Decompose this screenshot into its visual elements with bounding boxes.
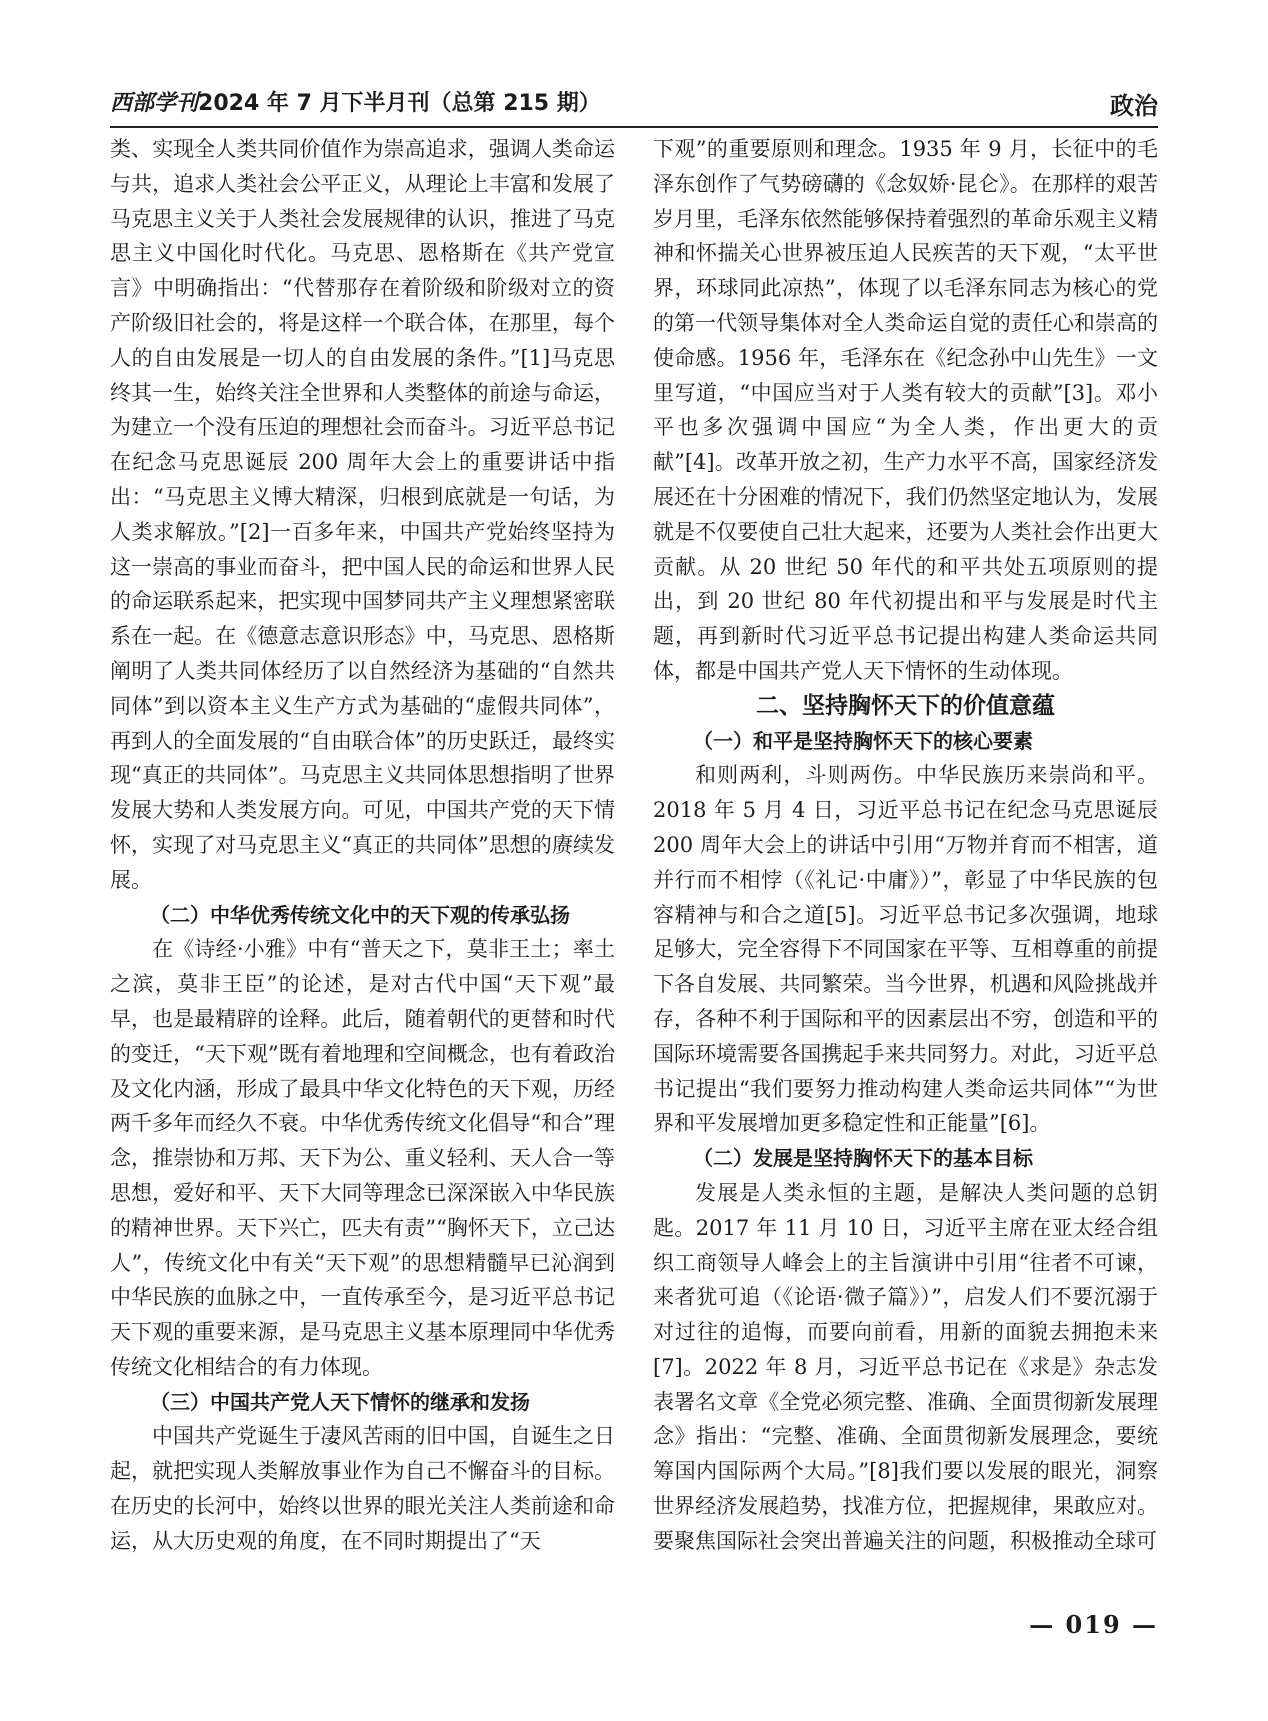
body-paragraph: 类、实现全人类共同价值作为崇高追求，强调人类命运与共，追求人类社会公平正义，从理论上丰富和发展了马克思主义关于人类社会发展规律的认识，推进了马克思主义中国化时代化。马克思、恩格斯在《共产党宣言》中明确指出：“代替那存在着阶级和阶级对立的资产阶级旧社会的，将是这样一个联合体，在那里，每个人的自由发展是一切人的自由发展的条件。”[1]马克思终其一生，始终关注全世界和人类整体的前途与命运，为建立一个没有压迫的理想社会而奋斗。习近平总书记在纪念马克思诞辰 200 周年大会上的重要讲话中指出：“马克思主义博大精深，归根到底就是一句话，为人类求解放。”[2]一百多年来，中国共产党始终坚持为这一崇高的事业而奋斗，把中国人民的命运和世界人民的命运联系起来，把实现中国梦同共产主义理想紧密联系在一起。在《德意志意识形态》中，马克思、恩格斯阐明了人类共同体经历了以自然经济为基础的“自然共同体”到以资本主义生产方式为基础的“虚假共同体”，再到人的全面发展的“自由联合体”的历史跃迁，最终实现“真正的共同体”。马克思主义共同体思想指明了世界发展大势和人类发展方向。可见，中国共产党的天下情怀，实现了对马克思主义“真正的共同体”思想的赓续发展。 xyxy=(110,137,615,892)
subsection-heading: （二）中华优秀传统文化中的天下观的传承弘扬 xyxy=(150,902,570,927)
section-heading: 二、坚持胸怀天下的价值意蕴 xyxy=(756,692,1055,719)
header-rule xyxy=(110,126,1158,128)
body-paragraph: 在《诗经·小雅》中有“普天之下，莫非王土；率土之滨，莫非王臣”的论述，是对古代中国“天下观”最早，也是最精辟的诠释。此后，随着朝代的更替和时代的变迁，“天下观”既有着地理和空间概念，也有着政治及文化内涵，形成了最具中华文化特色的天下观，历经两千多年而经久不衰。中华优秀传统文化倡导“和合”理念，推崇协和万邦、天下为公、重义轻利、天人合一等思想，爱好和平、天下大同等理念已深深嵌入中华民族的精神世界。天下兴亡，匹夫有责”“胸怀天下，立己达人”，传统文化中有关“天下观”的思想精髓早已沁润到中华民族的血脉之中，一直传承至今，是习近平总书记天下观的重要来源，是马克思主义基本原理同中华优秀传统文化相结合的有力体现。 xyxy=(110,937,615,1379)
body-paragraph: 和则两利，斗则两伤。中华民族历来崇尚和平。2018 年 5 月 4 日，习近平总书记在纪念马克思诞辰 200 周年大会上的讲话中引用“万物并育而不相害，道并行而不相悖（《礼记·中庸》）”，彰显了中华民族的包容精神与和合之道[5]。习近平总书记多次强调，地球足够大，完全容得下不同国家在平等、互相尊重的前提下各自发展、共同繁荣。当今世界，机遇和风险挑战并存，各种不利于国际和平的因素层出不穷，创造和平的国际环境需要各国携起手来共同努力。对此，习近平总书记提出“我们要努力推动构建人类命运共同体”“为世界和平发展增加更多稳定性和正能量”[6]。 xyxy=(653,763,1158,1136)
right-column xyxy=(653,132,1158,1559)
left-column xyxy=(110,132,615,1559)
page-number: — 019 — xyxy=(1029,1610,1158,1639)
running-header xyxy=(110,86,1158,126)
issue-info: 2024 年 7 月下半月刊（总第 215 期） xyxy=(198,91,601,116)
section-label: 政治 xyxy=(1110,92,1158,120)
journal-logo: 西部学刊 xyxy=(110,90,199,116)
body-paragraph: 下观”的重要原则和理念。1935 年 9 月，长征中的毛泽东创作了气势磅礴的《念奴娇·昆仑》。在那样的艰苦岁月里，毛泽东依然能够保持着强烈的革命乐观主义精神和怀揣关心世界被压迫人民疾苦的天下观，“太平世界，环球同此凉热”，体现了以毛泽东同志为核心的党的第一代领导集体对全人类命运自觉的责任心和崇高的使命感。1956 年，毛泽东在《纪念孙中山先生》一文里写道，“中国应当对于人类有较大的贡献”[3]。邓小平也多次强调中国应“为全人类，作出更大的贡献”[4]。改革开放之初，生产力水平不高，国家经济发展还在十分困难的情况下，我们仍然坚定地认为，发展就是不仅要使自己壮大起来，还要为人类社会作出更大贡献。从 20 世纪 50 年代的和平共处五项原则的提出，到 20 世纪 80 年代初提出和平与发展是时代主题，再到新时代习近平总书记提出构建人类命运共同体，都是中国共产党人天下情怀的生动体现。 xyxy=(653,137,1158,683)
subsection-heading: （三）中国共产党人天下情怀的继承和发扬 xyxy=(150,1389,530,1414)
subsection-heading: （一）和平是坚持胸怀天下的核心要素 xyxy=(693,728,1033,753)
subsection-heading: （二）发展是坚持胸怀天下的基本目标 xyxy=(693,1146,1033,1171)
body-paragraph: 中国共产党诞生于凄风苦雨的旧中国，自诞生之日起，就把实现人类解放事业作为自己不懈奋斗的目标。在历史的长河中，始终以世界的眼光关注人类前途和命运，从大历史观的角度，在不同时期提出了“天 xyxy=(110,1424,615,1553)
body-paragraph: 发展是人类永恒的主题，是解决人类问题的总钥匙。2017 年 11 月 10 日，习近平主席在亚太经合组织工商领导人峰会上的主旨演讲中引用“往者不可谏，来者犹可追（《论语·微子篇》）”，启发人们不要沉溺于对过往的追悔，而要向前看，用新的面貌去拥抱未来[7]。2022 年 8 月，习近平总书记在《求是》杂志发表署名文章《全党必须完整、准确、全面贯彻新发展理念》指出：“完整、准确、全面贯彻新发展理念，要统筹国内国际两个大局。”[8]我们要以发展的眼光，洞察世界经济发展趋势，找准方位，把握规律，果敢应对。要聚焦国际社会突出普遍关注的问题，积极推动全球可 xyxy=(653,1180,1158,1553)
journal-title xyxy=(110,86,601,117)
